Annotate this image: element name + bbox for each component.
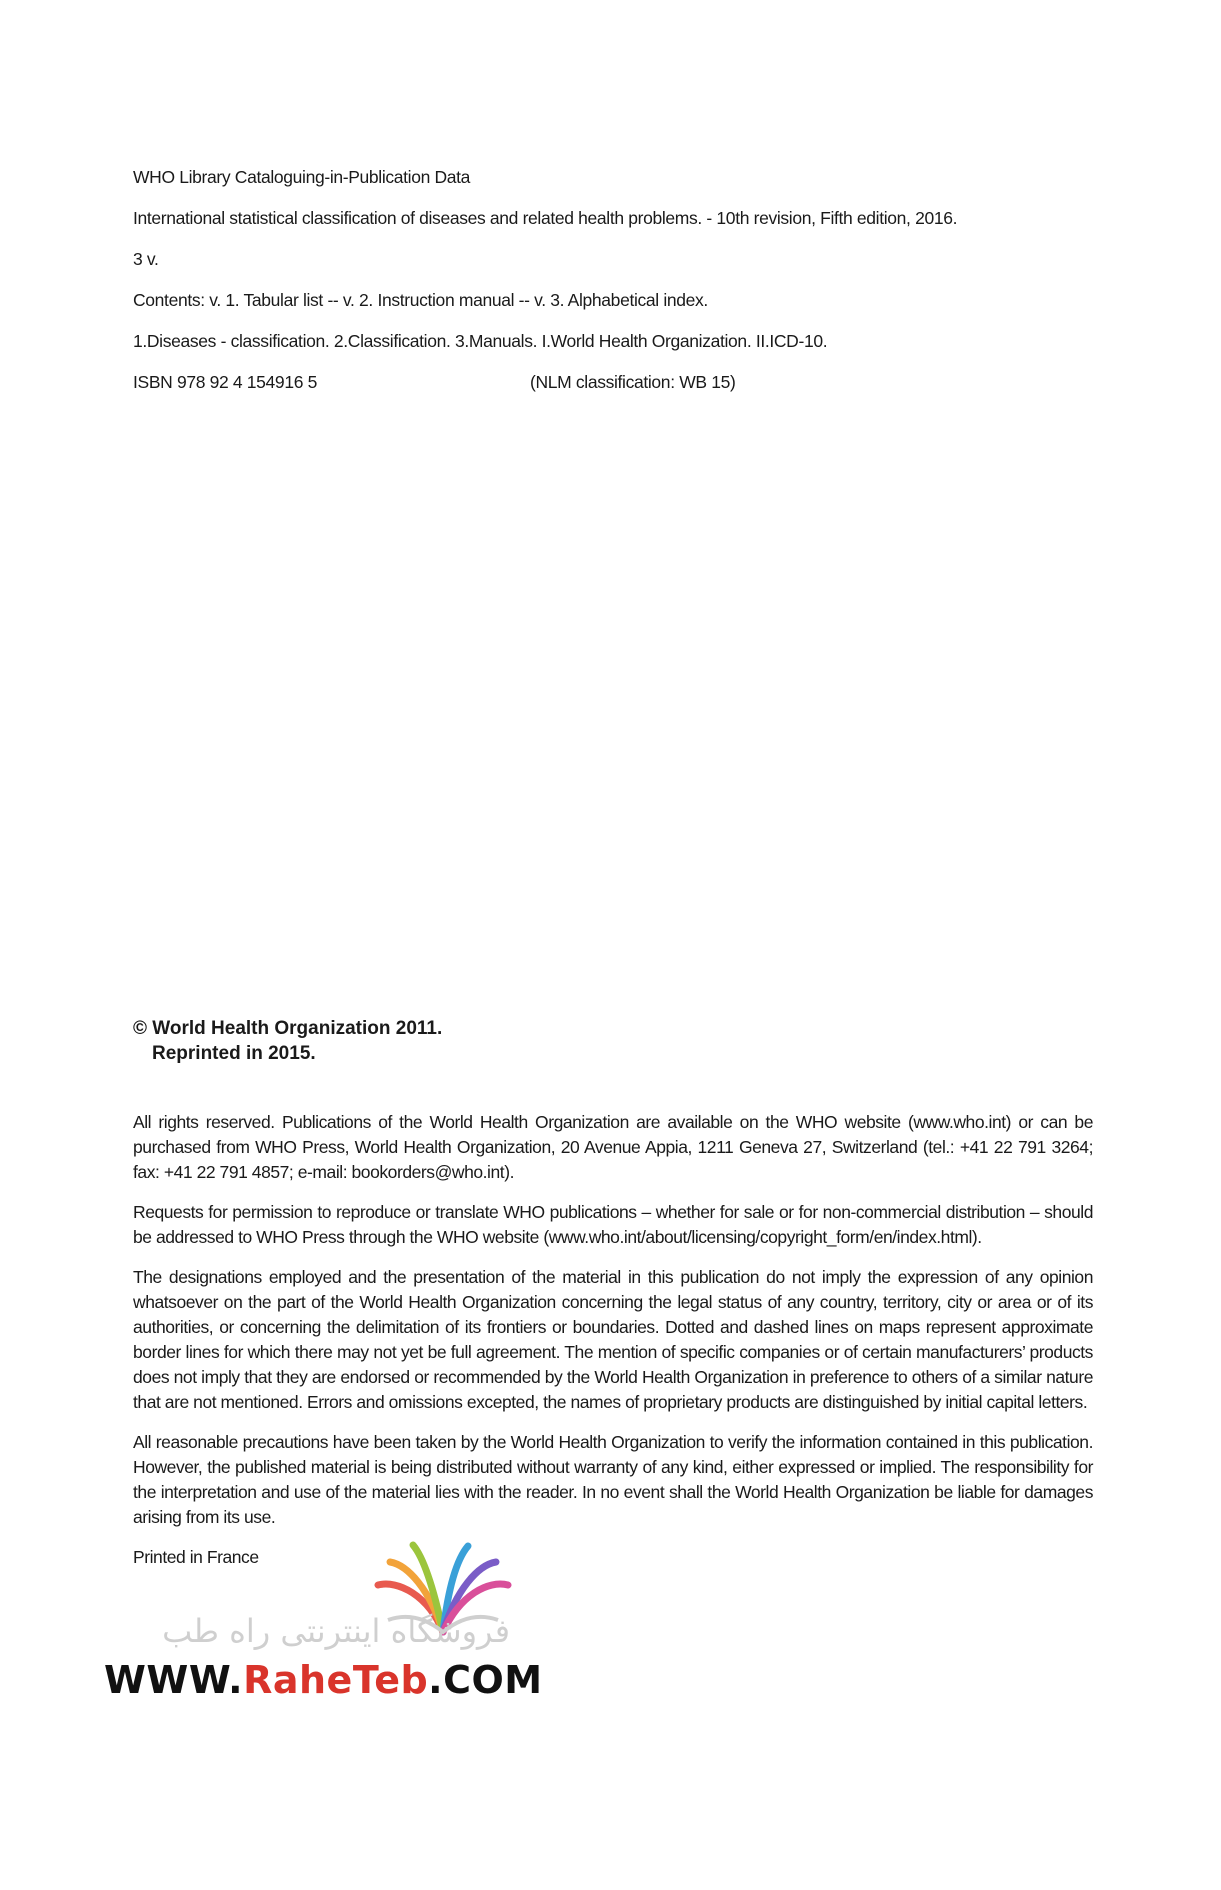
designations-paragraph: The designations employed and the presentation of the material in this publication do not imply the expression of any opinion whatsoever on the part of the World Health Organization concerning the legal status of any country, territory, city or area or of its authorities, or concerning the delimitation of its frontiers or boundaries. Dotted and dashed lines on maps represent approximate border lines for which there may not yet be full agreement. The mention of specific companies or of certain manufacturers’ products does not imply that they are endorsed or recommended by the World Health Organization in preference to others of a similar nature that are not mentioned. Errors and omissions excepted, the names of proprietary products are distinguished by initial capital letters. xyxy=(133,1267,1093,1412)
printed-in: Printed in France xyxy=(133,1547,259,1567)
cip-isbn-row xyxy=(133,371,1093,393)
rights-paragraph: All rights reserved. Publications of the World Health Organization are available on the WHO website (www.who.int) or can be purchased from WHO Press, World Health Organization, 20 Avenue Appia, 1211 Geneva 27, Switzerland (tel.: +41 22 791 3264; fax: +41 22 791 4857; e-mail: bookorders@who.int). xyxy=(133,1112,1093,1182)
cip-heading: WHO Library Cataloguing-in-Publication Data xyxy=(133,167,471,187)
watermark xyxy=(100,1540,543,1710)
cip-subjects: 1.Diseases - classification. 2.Classification. 3.Manuals. I.World Health Organization. II.ICD-10. xyxy=(133,331,828,351)
watermark-url xyxy=(104,1658,543,1702)
legal-text xyxy=(133,1110,1093,1585)
nlm-classification: (NLM classification: WB 15) xyxy=(530,372,736,392)
url-prefix: WWW. xyxy=(104,1658,244,1702)
cip-volumes: 3 v. xyxy=(133,249,159,269)
url-suffix: .COM xyxy=(428,1658,543,1702)
reprint-line: Reprinted in 2015. xyxy=(152,1043,316,1064)
permissions-paragraph: Requests for permission to reproduce or translate WHO publications – whether for sale or for non-commercial distribution – should be addressed to WHO Press through the WHO website (www.who.int/about/licensing/copyright_form/en/index.html). xyxy=(133,1202,1093,1247)
url-brand: RaheTeb xyxy=(243,1658,429,1702)
precautions-paragraph: All reasonable precautions have been taken by the World Health Organization to verify the information contained in this publication. However, the published material is being distributed without warranty of any kind, either expressed or implied. The responsibility for the interpretation and use of the material lies with the reader. In no event shall the World Health Organization be liable for damages arising from its use. xyxy=(133,1432,1093,1527)
watermark-persian-text: فروشگاه اینترنتی راه طب xyxy=(162,1612,510,1650)
isbn: ISBN 978 92 4 154916 5 xyxy=(133,372,317,392)
cip-title-line: International statistical classification of diseases and related health problems. - 10th revision, Fifth edition, 2016. xyxy=(133,208,958,228)
cataloguing-data xyxy=(133,166,1093,412)
copyright-line: © World Health Organization 2011. xyxy=(133,1018,443,1039)
copyright-notice xyxy=(133,1016,442,1066)
cip-contents: Contents: v. 1. Tabular list -- v. 2. Instruction manual -- v. 3. Alphabetical index. xyxy=(133,290,708,310)
